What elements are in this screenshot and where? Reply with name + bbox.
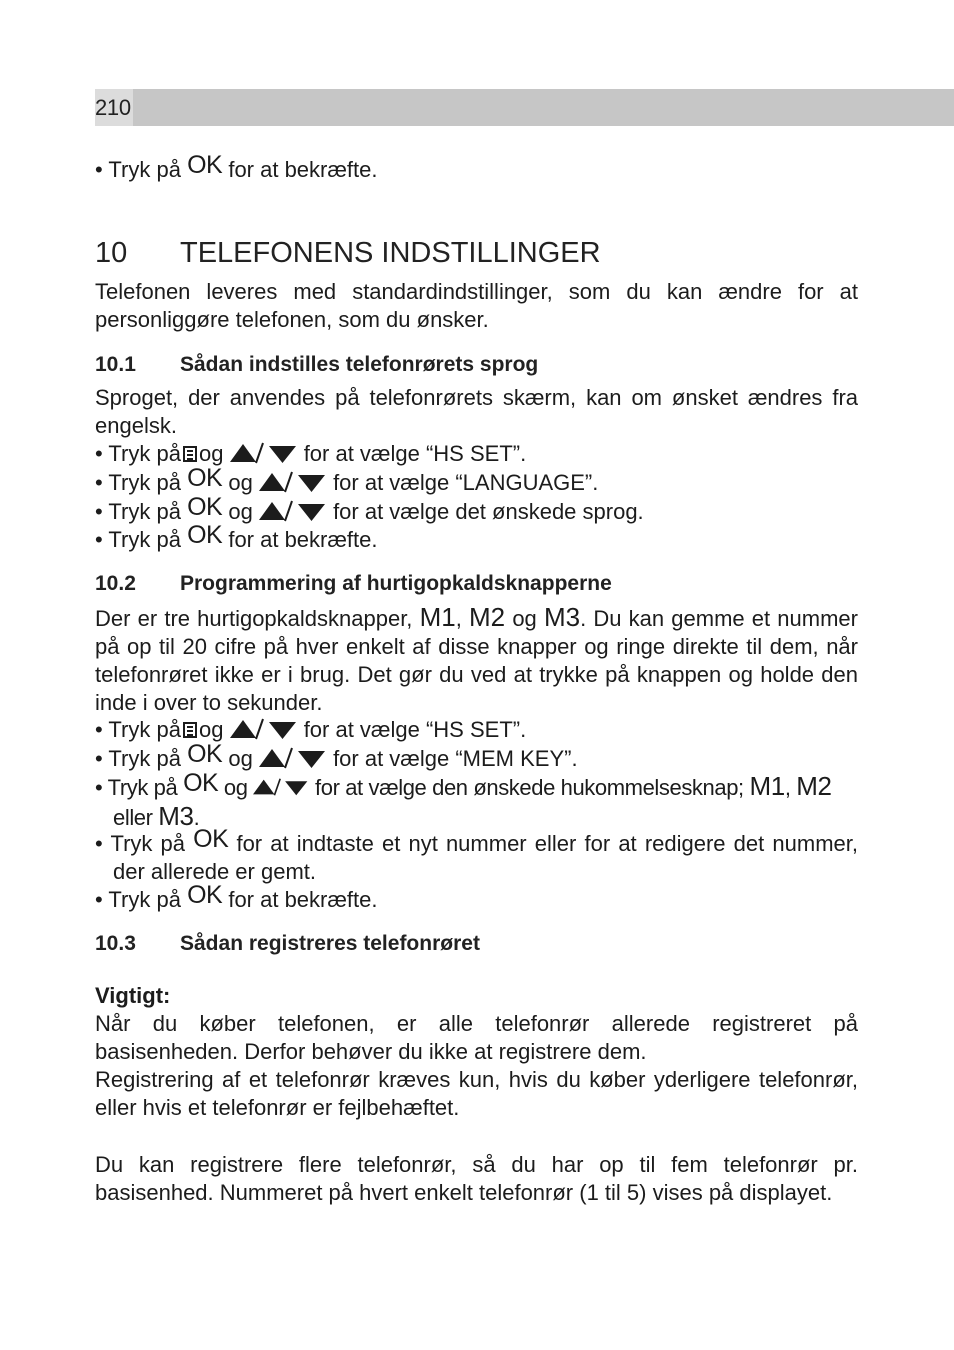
multiple-handsets-paragraph: Du kan registrere flere telefonrør, så du har op til fem telefonrør pr. basisenhed. Nummeret på hvert enkelt telefonrør (1 til 5) vises på displayet.	[95, 1152, 858, 1205]
ok-key-label: OK	[183, 769, 219, 797]
section-10-1-intro: Sproget, der anvendes på telefonrørets skærm, kan om ønsket ændres fra engelsk.	[95, 385, 858, 438]
m2-key-label: M2	[796, 771, 832, 801]
menu-key-icon	[183, 446, 197, 462]
ok-key-label: OK	[187, 493, 223, 521]
section-10-3-heading: 10.3 Sådan registreres telefonrøret	[95, 932, 480, 955]
page-number: 210	[95, 89, 133, 126]
m2-key-label: M2	[469, 602, 506, 632]
m1-key-label: M1	[419, 602, 456, 632]
ok-key-label: OK	[187, 740, 223, 768]
section-10-2-intro: Der er tre hurtigopkaldsknapper, M1, M2 og M3. Du kan gemme et nummer på op til 20 cifre på hver enkelt af disse knapper og ringe direkte til dem, når telefonrøret ikke er i brug. Det gør du ved at trykke på knappen og holde den inde i over to sekunder.	[95, 602, 858, 715]
ok-key-label: OK	[187, 151, 223, 179]
list-item: • Tryk på OK for at bekræfte.	[95, 881, 378, 912]
up-down-arrows-icon	[230, 442, 298, 464]
list-item: • Tryk på OK og for at vælge det ønskede sprog.	[95, 493, 644, 524]
ok-key-label: OK	[187, 464, 223, 492]
important-text: Når du køber telefonen, er alle telefonrør allerede registreret på basisenheden. Derfor behøver du ikke at registrere dem.	[95, 1011, 858, 1064]
section-10-2-heading: 10.2 Programmering af hurtigopkaldsknapperne	[95, 572, 612, 595]
list-item: • Tryk på OK og for at vælge “LANGUAGE”.	[95, 464, 599, 495]
up-down-arrows-icon	[253, 776, 309, 798]
ok-key-label: OK	[193, 825, 229, 853]
list-item: • Tryk på og for at vælge “HS SET”.	[95, 441, 527, 466]
list-item: • Tryk på OK for at indtaste et nyt nummer eller for at redigere det nummer, der allerede er gemt.	[95, 825, 858, 884]
list-item: • Tryk på OK for at bekræfte.	[95, 521, 378, 552]
m3-key-label: M3	[543, 602, 581, 632]
m3-key-label: M3	[158, 801, 194, 831]
up-down-arrows-icon	[259, 500, 327, 522]
section-10-1-heading: 10.1 Sådan indstilles telefonrørets sprog	[95, 353, 539, 376]
up-down-arrows-icon	[259, 747, 327, 769]
m1-key-label: M1	[749, 771, 785, 801]
up-down-arrows-icon	[259, 471, 327, 493]
top-bullet: • Tryk på OK for at bekræfte.	[95, 151, 378, 182]
important-label: Vigtigt:	[95, 983, 171, 1008]
list-item: • Tryk på og for at vælge “HS SET”.	[95, 717, 527, 742]
list-item: • Tryk på OK og for at vælge “MEM KEY”.	[95, 740, 578, 771]
ok-key-label: OK	[187, 521, 223, 549]
list-item: • Tryk på OK og for at vælge den ønskede hukommelsesknap; M1, M2 eller M3.	[95, 769, 832, 831]
section-10-intro: Telefonen leveres med standardindstillinger, som du kan ændre for at personliggøre telefonen, som du ønsker.	[95, 279, 858, 332]
menu-key-icon	[183, 722, 197, 738]
registration-paragraph: Registrering af et telefonrør kræves kun, hvis du køber yderligere telefonrør, eller hvis et telefonrør er fejlbehæftet.	[95, 1067, 858, 1120]
ok-key-label: OK	[187, 881, 223, 909]
page-header-bar	[95, 89, 954, 126]
up-down-arrows-icon	[230, 718, 298, 740]
section-10-heading: 10 TELEFONENS INDSTILLINGER	[95, 237, 601, 269]
